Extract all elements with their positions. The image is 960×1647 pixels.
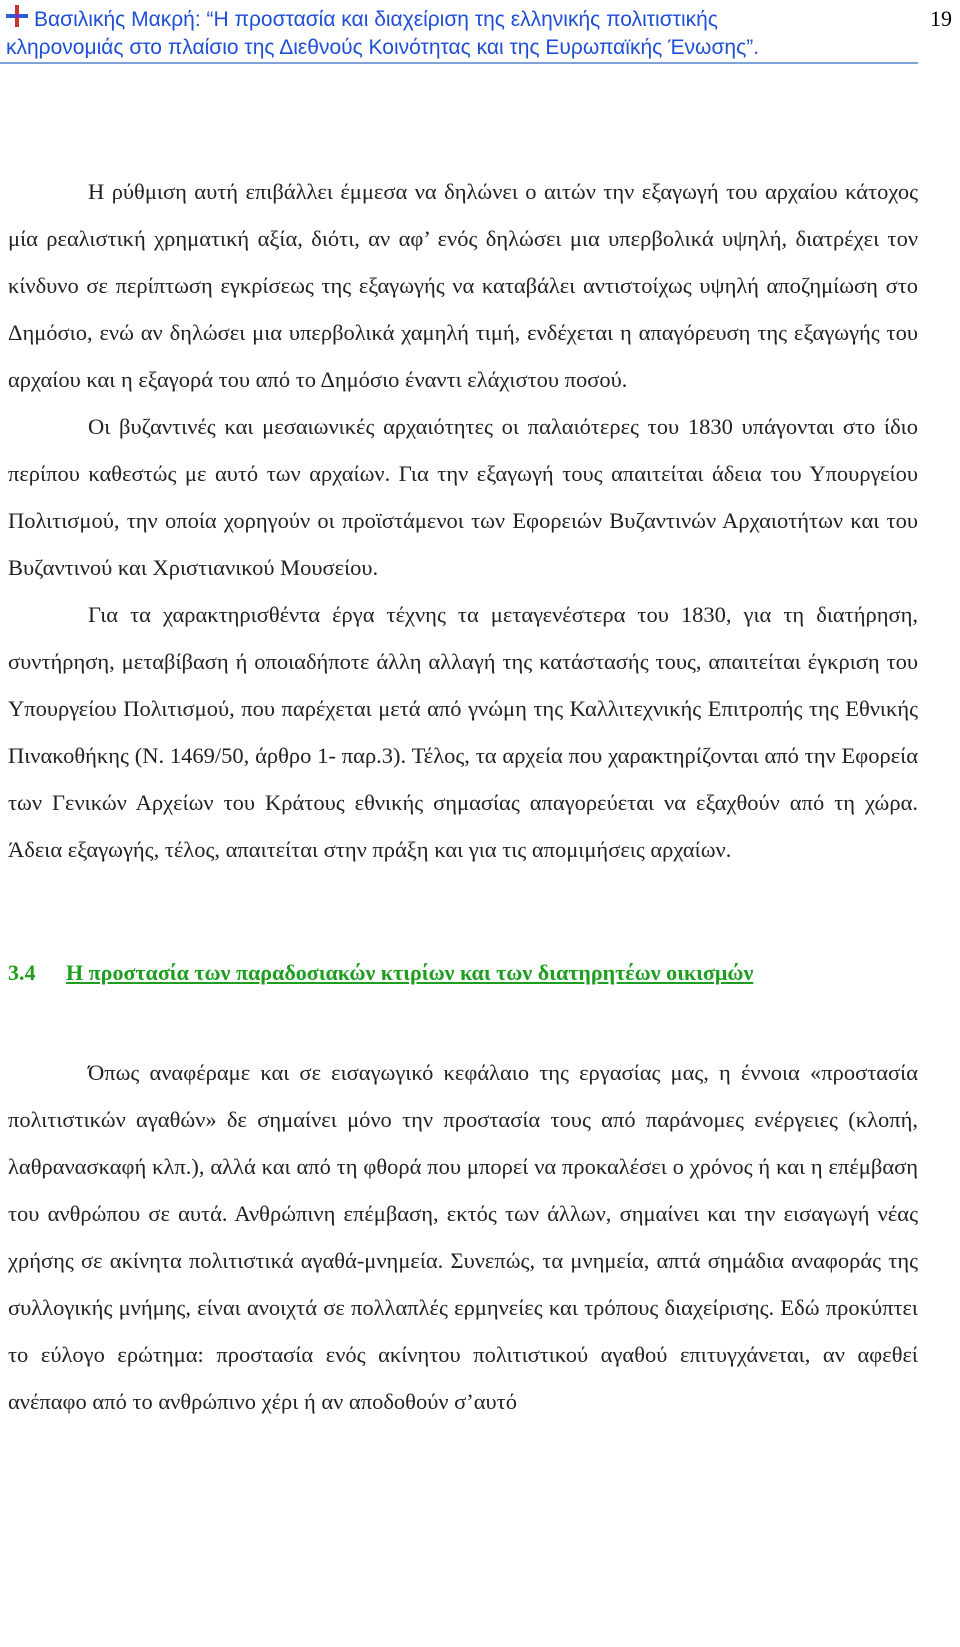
section-title: Η προστασία των παραδοσιακών κτιρίων και των διατηρητέων οικισμών	[66, 960, 754, 985]
running-header-title[interactable]	[6, 6, 874, 62]
page-body	[8, 168, 918, 1425]
section-heading	[8, 958, 918, 988]
header-title-line2: κληρονομιάς στο πλαίσιο της Διεθνούς Κοινότητας και της Ευρωπαϊκής Ένωσης”.	[6, 36, 760, 59]
section-number: 3.4	[8, 960, 36, 985]
paragraph: Η ρύθμιση αυτή επιβάλλει έμμεσα να δηλώνει ο αιτών την εξαγωγή του αρχαίου κάτοχος μία ρεαλιστική χρηματική αξία, διότι, αν αφ’ ενός δηλώσει μια υπερβολικά υψηλή, διατρέχει τον κίνδυνο σε περίπτωση εγκρίσεως της εξαγωγής να καταβάλει αντιστοίχως υψηλή αποζημίωση στο Δημόσιο, ενώ αν δηλώσει μια υπερβολικά χαμηλή τιμή, ενδέχεται η απαγόρευση της εξαγωγής του αρχαίου και η εξαγορά του από το Δημόσιο έναντι ελάχιστου ποσού.	[8, 179, 918, 392]
page-number: 19	[930, 6, 952, 31]
document-map-icon	[6, 5, 28, 27]
paragraph: Για τα χαρακτηρισθέντα έργα τέχνης τα μεταγενέστερα του 1830, για τη διατήρηση, συντήρηση, μεταβίβαση ή οποιαδήποτε άλλη αλλαγή της κατάστασής τους, απαιτείται έγκριση του Υπουργείου Πολιτισμού, που παρέχεται μετά από γνώμη της Καλλιτεχνικής Επιτροπής της Εθνικής Πινακοθήκης (Ν. 1469/50, άρθρο 1- παρ.3). Τέλος, τα αρχεία που χαρακτηρίζονται από την Εφορεία των Γενικών Αρχείων του Κράτους εθνικής σημασίας απαγορεύεται να εξαχθούν από τη χώρα. Άδεια εξαγωγής, τέλος, απαιτείται στην πράξη και για τις απομιμήσεις αρχαίων.	[8, 602, 918, 862]
header-title-line1: Βασιλικής Μακρή: “Η προστασία και διαχείριση της ελληνικής πολιτιστικής	[34, 8, 718, 31]
paragraph: Οι βυζαντινές και μεσαιωνικές αρχαιότητες οι παλαιότερες του 1830 υπάγονται στο ίδιο περίπου καθεστώς με αυτό των αρχαίων. Για την εξαγωγή τους απαιτείται άδεια του Υπουργείου Πολιτισμού, την οποία χορηγούν οι προϊστάμενοι των Εφορειών Βυζαντινών Αρχαιοτήτων και του Βυζαντινού και Χριστιανικού Μουσείου.	[8, 414, 918, 580]
paragraph: Όπως αναφέραμε και σε εισαγωγικό κεφάλαιο της εργασίας μας, η έννοια «προστασία πολιτιστικών αγαθών» δε σημαίνει μόνο την προστασία τους από παράνομες ενέργειες (κλοπή, λαθρανασκαφή κλπ.), αλλά και από τη φθορά που μπορεί να προκαλέσει ο χρόνος ή και η επέμβαση του ανθρώπου σε αυτά. Ανθρώπινη επέμβαση, εκτός των άλλων, σημαίνει και την εισαγωγή νέας χρήσης σε ακίνητα πολιτιστικά αγαθά-μνημεία. Συνεπώς, τα μνημεία, απτά σημάδια αναφοράς της συλλογικής μνήμης, είναι ανοιχτά σε πολλαπλές ερμηνείες και τρόπους διαχείρισης. Εδώ προκύπτει το εύλογο ερώτημα: προστασία ενός ακίνητου πολιτιστικού αγαθού επιτυγχάνεται, αν αφεθεί ανέπαφο από το ανθρώπινο χέρι ή αν αποδοθούν σ’αυτό	[8, 1060, 918, 1414]
page-header	[0, 0, 960, 70]
header-divider	[0, 62, 918, 64]
